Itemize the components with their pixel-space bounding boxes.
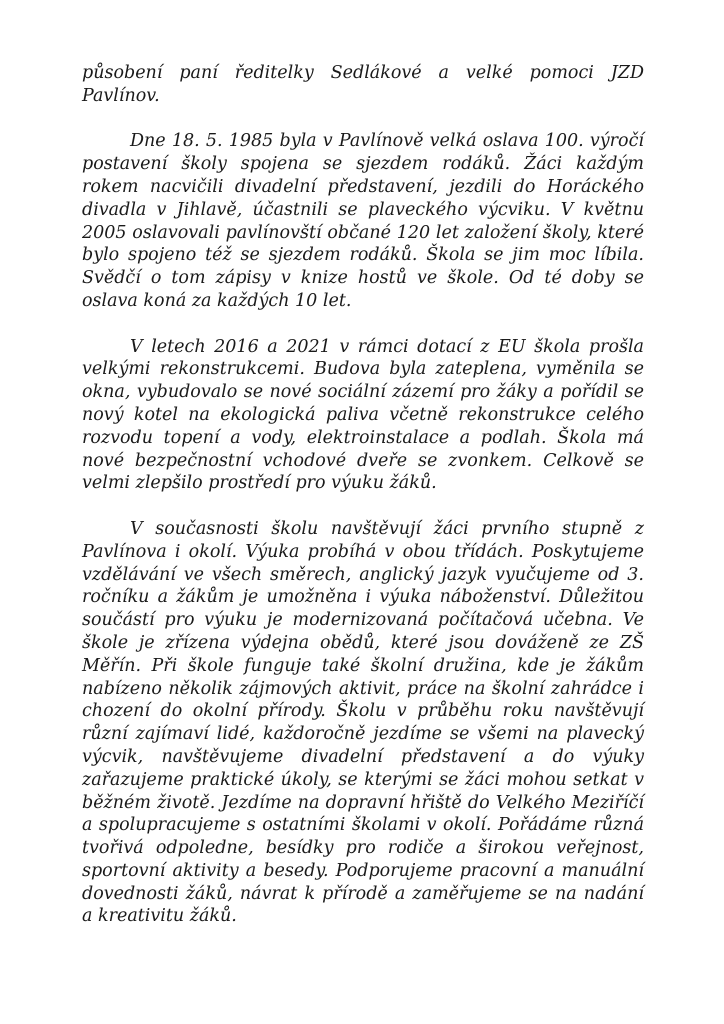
paragraph-reconstruction: V letech 2016 a 2021 v rámci dotací z EU škola prošla velkými rekonstrukcemi. Budova byla zateplena, vyměnila se okna, vybudovalo se nové sociální zázemí pro žáky a pořídil se nový kotel na ekologická paliva včetně rekonstrukce celého rozvodu topení a vody, elektroinstalace a podlah. Škola má nové bezpečnostní vchodové dveře se zvonkem. Celkově se velmi zlepšilo prostředí pro výuku žáků.: [82, 336, 644, 494]
paragraph-present: V současnosti školu navštěvují žáci prvního stupně z Pavlínova i okolí. Výuka probíhá v obou třídách. Poskytujeme vzdělávání ve všech směrech, anglický jazyk vyučujeme od 3. ročníku a žákům je umožněna i výuka náboženství. Důležitou součástí pro výuku je modernizovaná počítačová učebna. Ve škole je zřízena výdejna obědů, které jsou dováženě ze ZŠ Měřín. Při škole funguje také školní družina, kde je žákům nabízeno několik zájmových aktivit, práce na školní zahrádce i chození do okolní přírody. Školu v průběhu roku navštěvují různí zajímaví lidé, každoročně jezdíme se všemi na plavecký výcvik, navštěvujeme divadelní představení a do výuky zařazujeme praktické úkoly, se kterými se žáci mohou setkat v běžném životě. Jezdíme na dopravní hřiště do Velkého Meziříčí a spolupracujeme s ostatními školami v okolí. Pořádáme různá tvořivá odpoledne, besídky pro rodiče a širokou veřejnost, sportovní aktivity a besedy. Podporujeme pracovní a manuální dovednosti žáků, návrat k přírodě a zaměřujeme se na nadání a kreativitu žáků.: [82, 518, 644, 927]
paragraph-continuation: působení paní ředitelky Sedlákové a velké pomoci JZD Pavlínov.: [82, 63, 644, 106]
document-page: [82, 62, 644, 928]
paragraph-anniversary: Dne 18. 5. 1985 byla v Pavlínově velká oslava 100. výročí postavení školy spojena se sjezdem rodáků. Žáci každým rokem nacvičili divadelní představení, jezdili do Horáckého divadla v Jihlavě, účastnili se plaveckého výcviku. V květnu 2005 oslavovali pavlínovští občané 120 let založení školy, které bylo spojeno též se sjezdem rodáků. Škola se jim moc líbila. Svědčí o tom zápisy v knize hostů ve škole. Od té doby se oslava koná za každých 10 let.: [82, 131, 644, 311]
